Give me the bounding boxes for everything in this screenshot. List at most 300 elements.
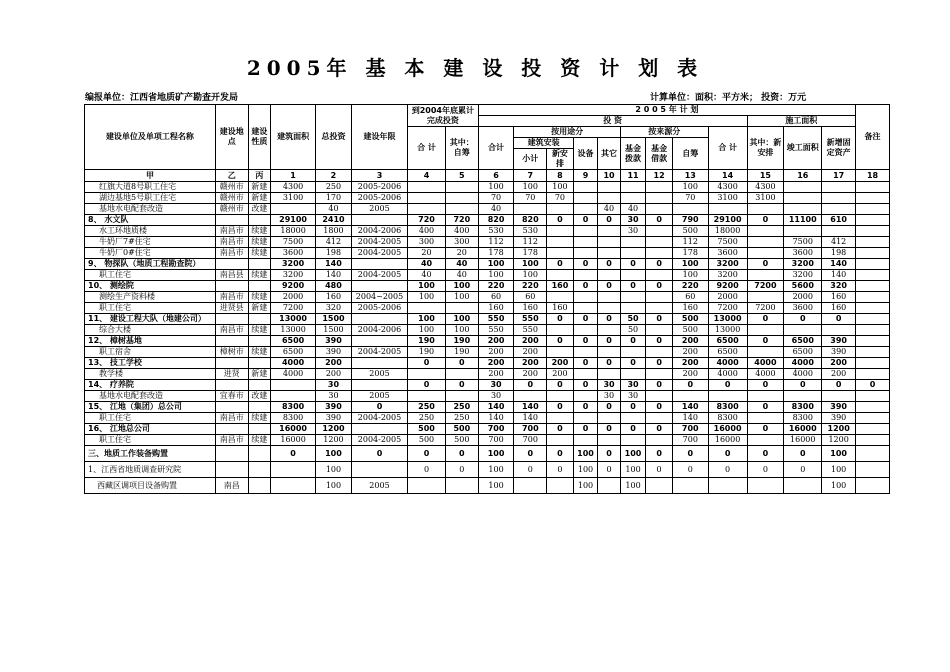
table-row [85,270,890,281]
table-cell: 140 [514,413,547,424]
table-cell: 0 [646,446,673,462]
table-cell: 550 [514,314,547,325]
table-cell: 0 [547,380,574,391]
table-cell: 100 [408,314,446,325]
table-cell: 190 [408,347,446,358]
table-cell: 南昌市 [215,435,248,446]
table-cell: 200 [822,369,856,380]
table-cell: 250 [408,413,446,424]
table-cell: 0 [646,259,673,270]
table-cell [620,303,646,314]
table-cell: 170 [316,193,352,204]
table-cell: 100 [478,478,514,494]
table-cell: 续建 [248,347,270,358]
table-cell [215,380,248,391]
table-row [85,303,890,314]
table-cell: 400 [408,226,446,237]
table-cell [708,204,747,215]
table-row [85,380,890,391]
table-cell: 100 [445,281,478,292]
table-cell: 18000 [271,226,316,237]
table-cell: 0 [408,462,446,478]
table-cell: 100 [573,462,598,478]
col-cumulative: 到2004年底累计完成投资 [408,105,479,127]
col-location: 建设地点 [215,105,248,170]
table-cell [856,336,890,347]
table-cell: 0 [672,446,708,462]
table-cell: 700 [478,424,514,435]
table-cell: 0 [646,402,673,413]
table-cell: 0 [514,380,547,391]
table-cell [646,391,673,402]
table-cell: 220 [514,281,547,292]
table-cell: 29100 [271,215,316,226]
table-cell [598,303,620,314]
table-cell: 100 [316,478,352,494]
table-cell [856,204,890,215]
table-cell [784,204,822,215]
row-name-cell: 1、江西省地质调查研究院 [85,462,216,478]
table-cell: 0 [747,259,784,270]
table-cell: 0 [620,358,646,369]
table-cell [646,204,673,215]
col-total: 合计 [478,127,514,170]
table-row [85,424,890,435]
table-cell: 0 [620,336,646,347]
table-cell: 6500 [784,336,822,347]
table-cell: 南昌县 [215,270,248,281]
table-cell [271,478,316,494]
table-cell: 4000 [784,369,822,380]
table-cell: 100 [478,259,514,270]
table-cell [672,204,708,215]
table-cell: 0 [445,462,478,478]
table-cell: 2410 [316,215,352,226]
table-cell: 480 [316,281,352,292]
table-cell: 100 [514,259,547,270]
col-by-source: 按来源分 [620,127,708,138]
table-cell [822,182,856,193]
col-cum-total: 合 计 [408,127,446,170]
table-cell: 改建 [248,391,270,402]
table-cell [248,336,270,347]
table-cell [408,204,446,215]
table-cell: 0 [598,424,620,435]
index-cell: 丙 [248,170,270,182]
table-cell: 13000 [708,314,747,325]
table-cell: 550 [478,325,514,336]
table-cell [856,193,890,204]
table-cell: 0 [598,336,620,347]
table-cell: 3200 [708,270,747,281]
table-cell: 11100 [784,215,822,226]
table-cell: 6500 [271,347,316,358]
table-row [85,193,890,204]
table-cell [445,369,478,380]
table-cell: 30 [316,380,352,391]
table-cell: 0 [598,259,620,270]
table-cell: 100 [478,462,514,478]
table-cell: 0 [573,402,598,413]
table-cell: 0 [646,281,673,292]
table-cell [856,215,890,226]
table-row [85,325,890,336]
table-cell [822,325,856,336]
table-cell: 112 [514,237,547,248]
table-cell: 0 [620,402,646,413]
table-cell [351,424,407,435]
table-cell: 160 [514,303,547,314]
col-build-install: 建筑安装 [514,138,573,149]
col-investment: 投 资 [478,116,747,127]
table-cell [598,435,620,446]
table-cell: 3200 [708,259,747,270]
table-cell: 178 [478,248,514,259]
table-cell: 60 [514,292,547,303]
table-cell: 4000 [271,358,316,369]
table-cell: 140 [478,402,514,413]
table-cell: 250 [445,402,478,413]
table-cell [547,413,574,424]
table-cell: 200 [514,347,547,358]
table-cell [351,336,407,347]
table-cell [573,369,598,380]
table-cell: 0 [573,314,598,325]
table-cell: 140 [672,413,708,424]
table-cell: 200 [672,336,708,347]
table-row [85,226,890,237]
table-cell [646,478,673,494]
table-cell: 6500 [708,347,747,358]
table-cell: 新建 [248,182,270,193]
index-cell: 6 [478,170,514,182]
table-cell: 新建 [248,303,270,314]
row-name-cell: 8、 水文队 [85,215,216,226]
table-cell [547,248,574,259]
table-cell: 160 [822,303,856,314]
table-cell: 宜春市 [215,391,248,402]
index-cell: 15 [747,170,784,182]
table-cell [215,462,248,478]
table-cell: 100 [514,270,547,281]
table-cell: 9200 [708,281,747,292]
table-cell: 530 [478,226,514,237]
table-cell: 500 [672,325,708,336]
table-cell [351,259,407,270]
table-cell: 1200 [822,435,856,446]
table-cell: 0 [573,380,598,391]
table-cell: 2004-2005 [351,237,407,248]
table-cell: 0 [547,424,574,435]
table-cell: 100 [408,292,446,303]
table-cell [573,413,598,424]
table-cell: 0 [573,358,598,369]
table-cell: 700 [672,435,708,446]
table-cell [620,182,646,193]
table-cell [547,391,574,402]
table-cell: 300 [445,237,478,248]
table-cell: 140 [478,413,514,424]
table-cell [620,292,646,303]
table-cell: 0 [646,358,673,369]
row-name-cell: 职工住宅 [85,435,216,446]
table-cell [822,193,856,204]
table-cell [573,435,598,446]
table-cell: 700 [478,435,514,446]
table-cell [248,259,270,270]
table-cell: 续建 [248,325,270,336]
table-cell [646,303,673,314]
table-cell [215,215,248,226]
row-name-cell: 10、 测绘院 [85,281,216,292]
table-cell [547,478,574,494]
col-cum-self: 其中：自筹 [445,127,478,170]
table-cell: 190 [445,347,478,358]
table-cell [620,347,646,358]
table-cell: 3600 [784,303,822,314]
table-cell: 0 [747,424,784,435]
table-cell [620,270,646,281]
table-cell: 4000 [708,369,747,380]
table-cell: 40 [478,204,514,215]
table-cell [646,193,673,204]
table-cell: 0 [547,336,574,347]
table-cell [514,204,547,215]
table-cell [856,369,890,380]
index-cell: 9 [573,170,598,182]
table-cell [856,292,890,303]
table-cell [215,314,248,325]
table-row [85,435,890,446]
table-cell [215,281,248,292]
table-cell: 2005-2006 [351,303,407,314]
table-cell: 700 [514,424,547,435]
table-cell [856,478,890,494]
table-cell [856,413,890,424]
table-cell: 0 [351,402,407,413]
table-cell [248,215,270,226]
table-cell: 140 [316,270,352,281]
table-cell [248,424,270,435]
table-cell: 70 [514,193,547,204]
table-cell [215,259,248,270]
table-cell: 100 [408,281,446,292]
table-cell: 200 [672,358,708,369]
table-cell: 200 [514,369,547,380]
table-cell: 南昌市 [215,226,248,237]
table-cell: 30 [316,391,352,402]
table-cell [445,182,478,193]
table-cell [351,281,407,292]
table-row [85,347,890,358]
table-cell [351,462,407,478]
table-cell: 6500 [708,336,747,347]
col-fund-loan: 基金借款 [646,138,673,170]
table-cell: 100 [445,314,478,325]
table-cell: 7500 [271,237,316,248]
table-cell: 500 [672,226,708,237]
table-cell: 140 [822,270,856,281]
table-cell [598,413,620,424]
table-cell [620,435,646,446]
table-cell: 7200 [747,303,784,314]
table-cell: 820 [514,215,547,226]
table-cell [271,462,316,478]
col-other: 其它 [598,138,620,170]
table-cell [856,462,890,478]
table-cell: 8300 [784,413,822,424]
row-name-cell: 基地水电配套改造 [85,204,216,215]
table-row [85,215,890,226]
table-cell: 0 [747,462,784,478]
table-cell [856,314,890,325]
table-cell: 南昌 [215,478,248,494]
table-cell [856,281,890,292]
table-cell: 2004-2005 [351,435,407,446]
table-cell: 0 [547,446,574,462]
table-cell: 新建 [248,193,270,204]
table-cell: 0 [620,424,646,435]
table-row [85,358,890,369]
table-cell: 0 [598,215,620,226]
table-cell [646,226,673,237]
col-by-use: 按用途分 [514,127,620,138]
table-cell [445,391,478,402]
table-cell [547,435,574,446]
table-cell: 112 [478,237,514,248]
table-cell: 0 [747,336,784,347]
table-cell: 3200 [784,259,822,270]
table-cell: 1500 [316,325,352,336]
table-cell: 390 [822,347,856,358]
table-cell: 100 [478,270,514,281]
table-cell: 100 [514,182,547,193]
table-cell: 南昌市 [215,413,248,424]
table-cell: 720 [445,215,478,226]
table-cell: 16000 [784,424,822,435]
table-cell: 220 [478,281,514,292]
table-cell: 200 [514,358,547,369]
table-cell: 200 [672,369,708,380]
index-cell: 甲 [85,170,216,182]
row-name-cell: 13、 技工学校 [85,358,216,369]
table-cell: 3600 [271,248,316,259]
table-cell: 320 [822,281,856,292]
table-cell [646,237,673,248]
table-cell: 820 [478,215,514,226]
table-cell: 0 [856,380,890,391]
row-name-cell: 14、 疗养院 [85,380,216,391]
col-ca-new: 其中：新安排 [747,127,784,170]
table-row [85,336,890,347]
table-cell: 7200 [271,303,316,314]
table-cell: 1200 [316,424,352,435]
table-cell: 100 [620,446,646,462]
row-name-cell: 职工住宅 [85,303,216,314]
table-cell: 0 [822,380,856,391]
investment-plan-table [84,104,890,494]
table-cell: 60 [478,292,514,303]
table-cell [784,391,822,402]
table-cell: 100 [408,325,446,336]
row-name-cell: 水工环地质楼 [85,226,216,237]
row-name-cell: 职工住宅 [85,270,216,281]
table-cell [248,478,270,494]
col-new-install: 新安排 [547,149,574,170]
table-cell: 178 [514,248,547,259]
page-title: 2005年 基 本 建 设 投 资 计 划 表 [246,56,704,80]
table-cell: 30 [620,226,646,237]
table-cell: 0 [445,358,478,369]
table-cell: 198 [822,248,856,259]
table-cell: 16000 [784,435,822,446]
table-cell [708,391,747,402]
table-cell: 100 [445,325,478,336]
table-cell: 200 [316,369,352,380]
row-name-cell: 湖边基地5号职工住宅 [85,193,216,204]
table-row [85,402,890,413]
table-cell: 100 [672,182,708,193]
table-cell: 200 [478,347,514,358]
table-cell: 2000 [784,292,822,303]
table-cell [856,226,890,237]
table-cell: 0 [784,380,822,391]
table-cell: 2005 [351,369,407,380]
table-cell [573,347,598,358]
col-subtotal: 小计 [514,149,547,170]
table-cell [784,478,822,494]
table-cell [271,380,316,391]
table-cell: 160 [672,303,708,314]
col-new-assets: 新增固定资产 [822,127,856,170]
table-row [85,182,890,193]
row-name-cell: 9、 物探队（地质工程勘查院） [85,259,216,270]
table-cell [747,292,784,303]
index-cell: 3 [351,170,407,182]
table-cell: 8300 [784,402,822,413]
table-cell [248,314,270,325]
table-cell [547,347,574,358]
table-cell: 9200 [271,281,316,292]
table-cell [573,303,598,314]
table-cell [573,325,598,336]
table-cell: 0 [573,259,598,270]
table-cell [646,435,673,446]
table-cell: 160 [822,292,856,303]
table-cell [215,358,248,369]
table-cell [747,413,784,424]
table-cell: 20 [445,248,478,259]
table-cell [822,204,856,215]
table-row [85,446,890,462]
table-cell: 3200 [784,270,822,281]
table-cell: 0 [547,259,574,270]
table-cell: 2004~2005 [351,292,407,303]
row-name-cell: 红旗大道8号职工住宅 [85,182,216,193]
table-cell: 6500 [784,347,822,358]
table-cell: 赣州市 [215,204,248,215]
table-cell [351,314,407,325]
table-cell [856,237,890,248]
table-cell: 4000 [708,358,747,369]
table-cell [215,336,248,347]
table-cell [598,270,620,281]
table-cell: 2004-2005 [351,347,407,358]
table-cell [856,402,890,413]
table-cell: 412 [316,237,352,248]
table-cell [598,347,620,358]
table-cell: 29100 [708,215,747,226]
